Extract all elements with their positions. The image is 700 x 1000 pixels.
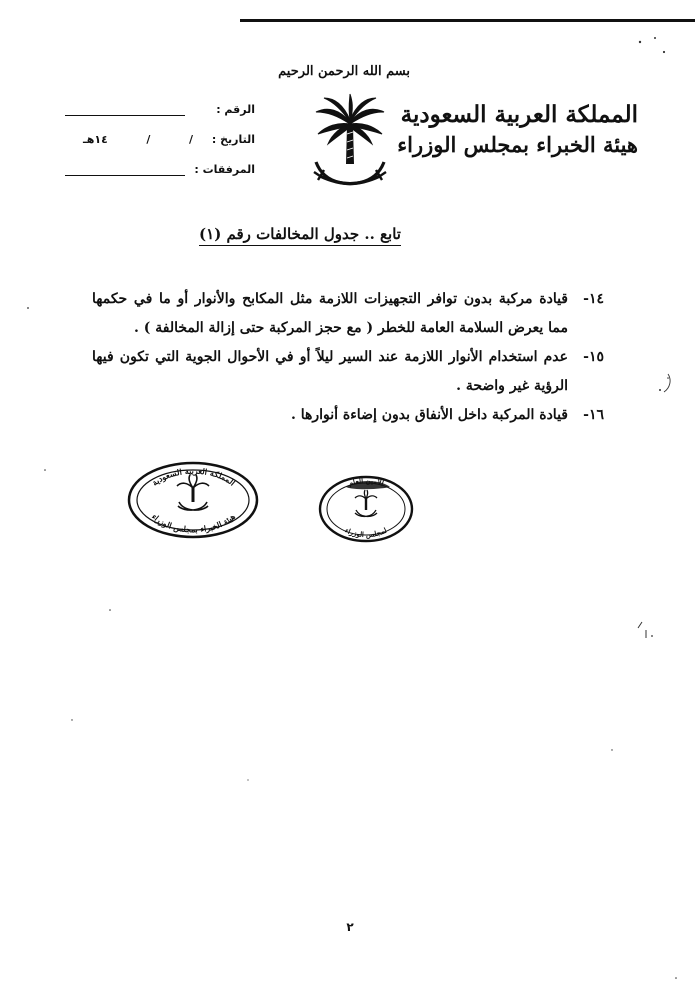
top-rule xyxy=(240,19,695,22)
official-seal-small xyxy=(316,473,416,543)
org-name-line1: المملكة العربية السعودية xyxy=(400,101,638,128)
page-number: ٢ xyxy=(346,920,354,934)
seal-small-bottom-text: لمجلس الوزراء xyxy=(343,525,389,540)
palm-swords-emblem-icon xyxy=(310,92,390,197)
list-item xyxy=(92,401,604,430)
item-text: عدم استخدام الأنوار اللازمة عند السير ليلاً أو في الأحوال الجوية التي تكون فيها الرؤية غير واضحة . xyxy=(92,349,568,394)
attachments-label: المرفقات : xyxy=(194,163,255,176)
item-text: قيادة مركبة بدون توافر التجهيزات اللازمة مثل المكابح والأنوار أو ما في حكمها مما يعرض السلامة العامة للخطر ( مع حجز المركبة حتى إزالة المخالفة ) . xyxy=(92,291,568,336)
date-row xyxy=(55,133,255,163)
item-number: ١٦- xyxy=(583,407,604,423)
reference-fields xyxy=(55,103,255,193)
ref-number-label: الرقم : xyxy=(216,103,255,116)
list-item xyxy=(92,285,604,343)
date-suffix: ١٤هـ xyxy=(83,133,108,146)
item-text: قيادة المركبة داخل الأنفاق بدون إضاءة أنوارها . xyxy=(290,407,568,423)
svg-text:لمجلس الوزراء xyxy=(344,526,389,540)
seal-large-emblem-icon xyxy=(177,475,209,510)
item-number: ١٤- xyxy=(583,291,604,307)
page-title xyxy=(150,225,450,243)
official-seal-large xyxy=(126,460,261,540)
violations-list xyxy=(92,285,604,430)
org-name-line2: هيئة الخبراء بمجلس الوزراء xyxy=(397,132,638,157)
seal-large-top-text: المملكة العربية السعودية xyxy=(149,465,238,488)
ref-number-row xyxy=(55,103,255,133)
basmala: بسم الله الرحمن الرحيم xyxy=(278,64,410,79)
date-slash-2: / xyxy=(146,133,151,146)
svg-text:المملكة العربية السعودية xyxy=(150,466,238,488)
seal-small-top-text: الأمين العام xyxy=(347,475,385,488)
attachments-row xyxy=(55,163,255,193)
seal-small-emblem-icon xyxy=(355,490,377,516)
list-item xyxy=(92,343,604,401)
attachments-line xyxy=(65,175,185,176)
date-slash-1: / xyxy=(188,133,193,146)
date-label: التاريخ : xyxy=(211,133,255,146)
item-number: ١٥- xyxy=(583,349,604,365)
date-parts xyxy=(83,133,193,146)
ref-number-line xyxy=(65,115,185,116)
seal-large-bottom-text: هيئة الخبراء بمجلس الوزراء xyxy=(149,511,238,535)
organization-heading xyxy=(397,100,638,160)
page-title-text: تابع .. جدول المخالفات رقم (١) xyxy=(199,225,401,246)
